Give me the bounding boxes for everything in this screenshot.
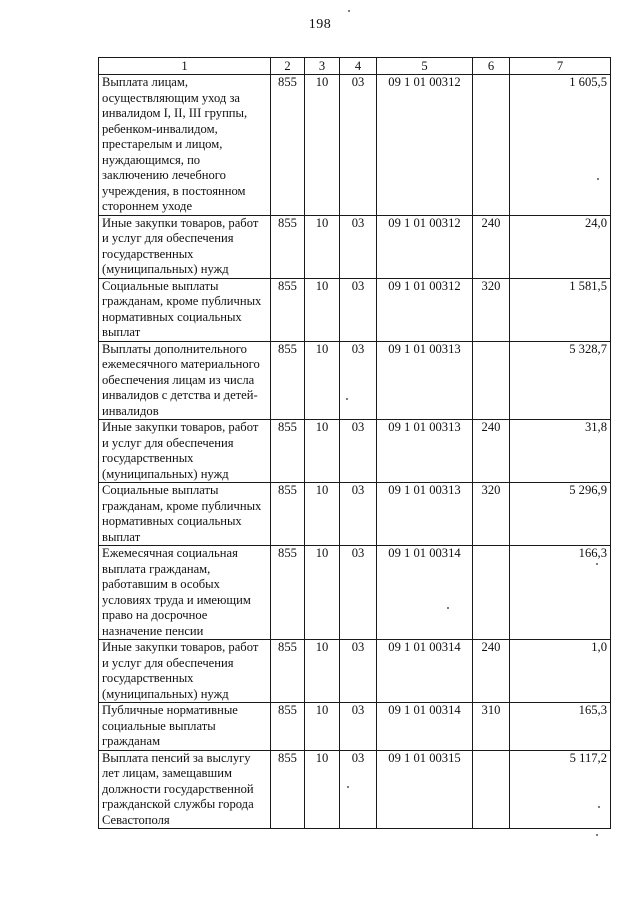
cell-subsection: 03 [340, 750, 377, 829]
cell-expense-type [473, 341, 510, 420]
cell-section: 10 [305, 703, 340, 751]
cell-expense-type: 320 [473, 278, 510, 341]
cell-target: 09 1 01 00315 [377, 750, 473, 829]
cell-subsection: 03 [340, 546, 377, 640]
cell-expense-type [473, 546, 510, 640]
cell-amount: 5 296,9 [510, 483, 611, 546]
cell-amount: 166,3 [510, 546, 611, 640]
cell-ministry: 855 [271, 278, 305, 341]
cell-name: Выплаты дополнительного ежемесячного материального обеспечения лицам из числа инвалидов с детства и детей-инвалидов [99, 341, 271, 420]
cell-ministry: 855 [271, 640, 305, 703]
cell-subsection: 03 [340, 640, 377, 703]
cell-target: 09 1 01 00312 [377, 215, 473, 278]
cell-expense-type [473, 750, 510, 829]
cell-target: 09 1 01 00313 [377, 341, 473, 420]
table-row [99, 546, 611, 640]
cell-expense-type: 240 [473, 215, 510, 278]
cell-section: 10 [305, 546, 340, 640]
cell-ministry: 855 [271, 703, 305, 751]
cell-subsection: 03 [340, 278, 377, 341]
cell-subsection: 03 [340, 483, 377, 546]
cell-section: 10 [305, 640, 340, 703]
header-row [99, 58, 611, 75]
cell-expense-type: 310 [473, 703, 510, 751]
cell-subsection: 03 [340, 703, 377, 751]
budget-table [98, 57, 611, 829]
cell-name: Публичные нормативные социальные выплаты гражданам [99, 703, 271, 751]
cell-name: Иные закупки товаров, работ и услуг для обеспечения государственных (муниципальных) нужд [99, 640, 271, 703]
page-number: 198 [308, 17, 332, 32]
cell-name: Социальные выплаты гражданам, кроме публичных нормативных социальных выплат [99, 278, 271, 341]
header-col-3: 3 [305, 58, 340, 75]
cell-amount: 5 117,2 [510, 750, 611, 829]
cell-target: 09 1 01 00314 [377, 546, 473, 640]
table-header [99, 58, 611, 75]
cell-name: Иные закупки товаров, работ и услуг для обеспечения государственных (муниципальных) нужд [99, 420, 271, 483]
table-row [99, 420, 611, 483]
table-row [99, 703, 611, 751]
cell-name: Иные закупки товаров, работ и услуг для обеспечения государственных (муниципальных) нужд [99, 215, 271, 278]
table-row [99, 640, 611, 703]
cell-amount: 165,3 [510, 703, 611, 751]
header-col-2: 2 [271, 58, 305, 75]
cell-expense-type [473, 75, 510, 216]
cell-section: 10 [305, 278, 340, 341]
cell-section: 10 [305, 483, 340, 546]
cell-ministry: 855 [271, 215, 305, 278]
cell-amount: 24,0 [510, 215, 611, 278]
cell-target: 09 1 01 00312 [377, 75, 473, 216]
cell-expense-type: 320 [473, 483, 510, 546]
cell-amount: 5 328,7 [510, 341, 611, 420]
cell-ministry: 855 [271, 75, 305, 216]
cell-ministry: 855 [271, 420, 305, 483]
cell-ministry: 855 [271, 750, 305, 829]
cell-subsection: 03 [340, 215, 377, 278]
cell-amount: 1 605,5 [510, 75, 611, 216]
cell-name: Выплата пенсий за выслугу лет лицам, замещавшим должности государственной гражданской службы города Севастополя [99, 750, 271, 829]
cell-section: 10 [305, 341, 340, 420]
cell-name: Социальные выплаты гражданам, кроме публичных нормативных социальных выплат [99, 483, 271, 546]
cell-ministry: 855 [271, 341, 305, 420]
table-row [99, 341, 611, 420]
header-col-5: 5 [377, 58, 473, 75]
header-col-4: 4 [340, 58, 377, 75]
cell-amount: 1,0 [510, 640, 611, 703]
table-row [99, 75, 611, 216]
cell-name: Выплата лицам, осуществляющим уход за инвалидом I, II, III группы, ребенком-инвалидом, престарелым и лицом, нуждающимся, по заключению лечебного учреждения, в постоянном стороннем уходе [99, 75, 271, 216]
cell-target: 09 1 01 00314 [377, 640, 473, 703]
cell-section: 10 [305, 420, 340, 483]
header-col-1: 1 [99, 58, 271, 75]
cell-expense-type: 240 [473, 420, 510, 483]
cell-section: 10 [305, 750, 340, 829]
cell-amount: 31,8 [510, 420, 611, 483]
cell-target: 09 1 01 00312 [377, 278, 473, 341]
table-row [99, 483, 611, 546]
cell-target: 09 1 01 00314 [377, 703, 473, 751]
cell-subsection: 03 [340, 341, 377, 420]
cell-section: 10 [305, 75, 340, 216]
table-row [99, 215, 611, 278]
header-col-6: 6 [473, 58, 510, 75]
cell-subsection: 03 [340, 75, 377, 216]
cell-subsection: 03 [340, 420, 377, 483]
cell-expense-type: 240 [473, 640, 510, 703]
table-row [99, 278, 611, 341]
cell-ministry: 855 [271, 483, 305, 546]
header-col-7: 7 [510, 58, 611, 75]
cell-target: 09 1 01 00313 [377, 420, 473, 483]
table-body [99, 75, 611, 829]
cell-section: 10 [305, 215, 340, 278]
table-row [99, 750, 611, 829]
cell-ministry: 855 [271, 546, 305, 640]
cell-name: Ежемесячная социальная выплата гражданам, работавшим в особых условиях труда и имеющим право на досрочное назначение пенсии [99, 546, 271, 640]
cell-target: 09 1 01 00313 [377, 483, 473, 546]
cell-amount: 1 581,5 [510, 278, 611, 341]
